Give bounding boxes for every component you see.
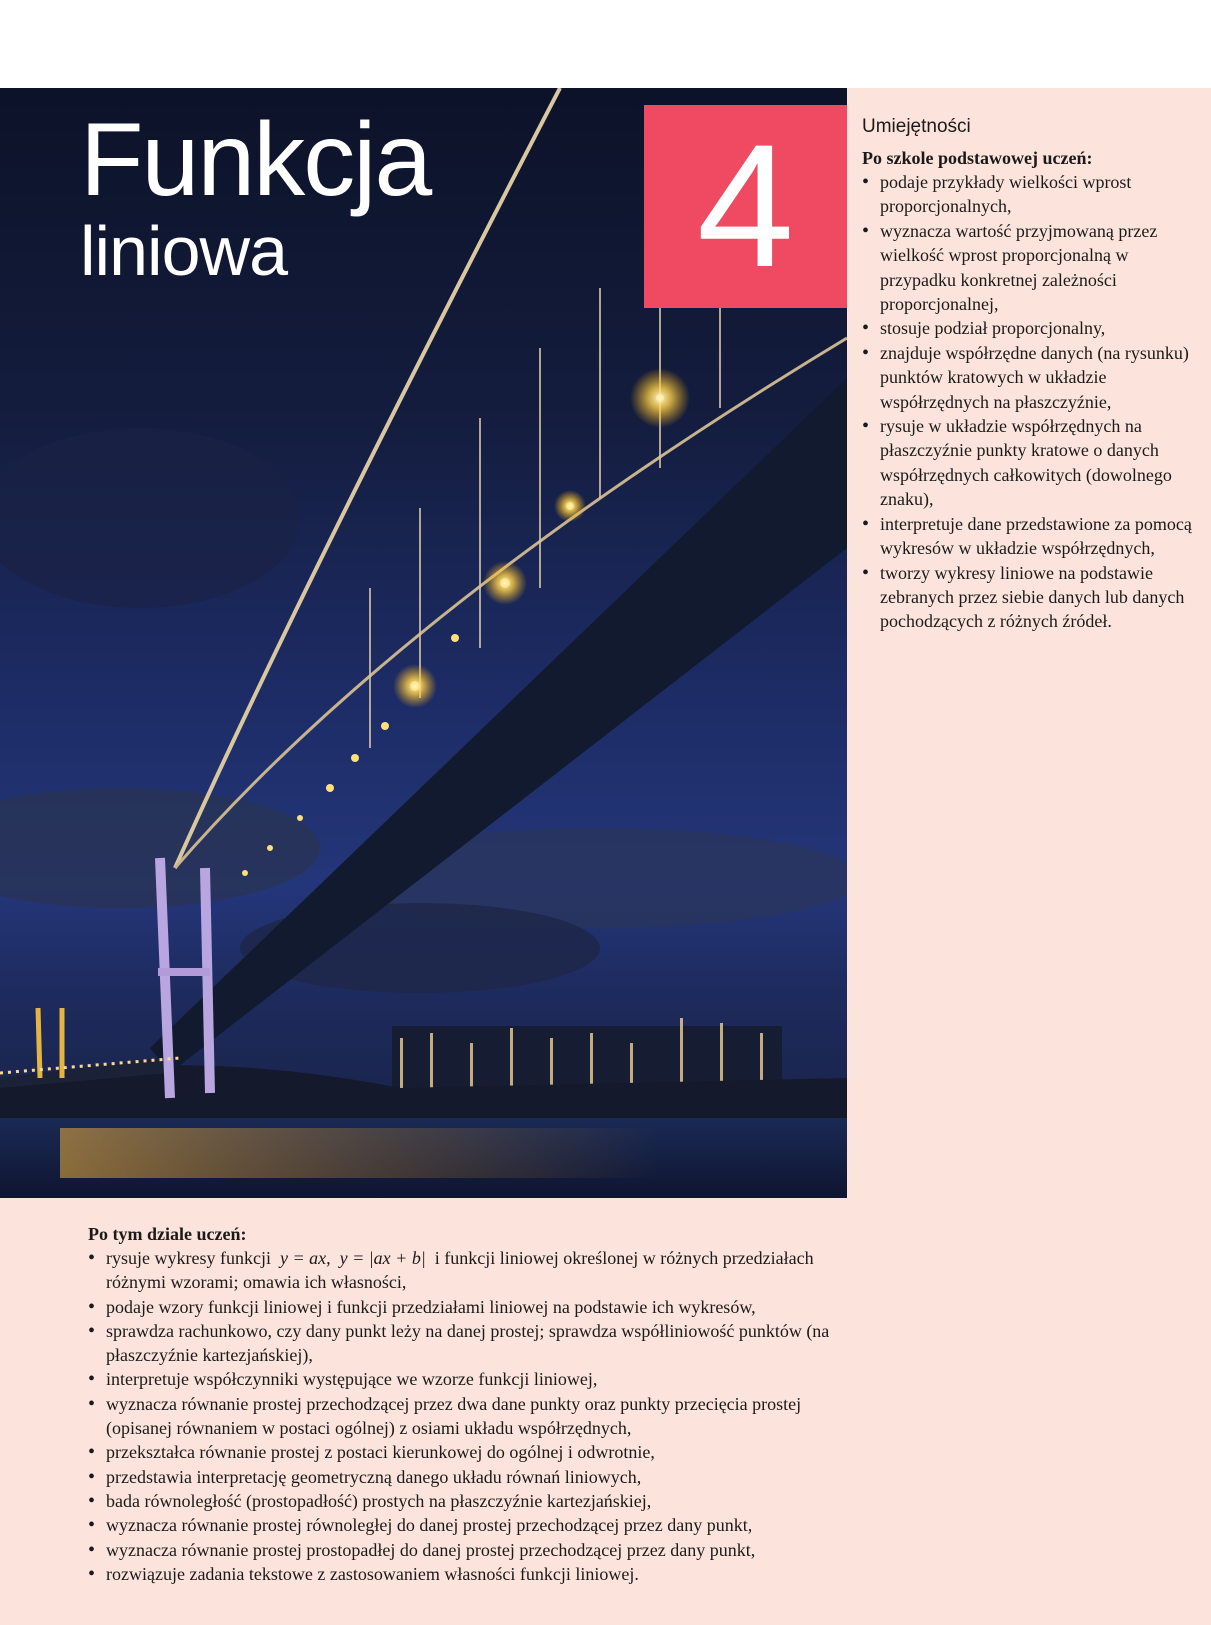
formula: y = |ax + b| [339, 1248, 426, 1268]
outcome-text: i funkcji liniowej określonej w różnych przedziałach różnymi wzorami; omawia ich własności, [106, 1248, 814, 1293]
list-item: • rysuje w układzie współrzędnych na płaszczyźnie punkty kratowe o danych współrzędnych całkowitych (dowolnego znaku), [862, 414, 1202, 512]
formula: y = ax, [279, 1248, 331, 1268]
outcomes-section [88, 1222, 848, 1586]
list-item: • przekształca równanie prostej z postaci kierunkowej do ogólnej i odwrotnie, [88, 1440, 848, 1464]
outcomes-intro: Po tym dziale uczeń: [88, 1224, 247, 1244]
list-item: • rozwiązuje zadania tekstowe z zastosowaniem własności funkcji liniowej. [88, 1562, 848, 1586]
list-item: • sprawdza rachunkowo, czy dany punkt leży na danej prostej; sprawdza współliniowość punktów (na płaszczyźnie kartezjańskiej), [88, 1319, 848, 1368]
list-item: • wyznacza równanie prostej prostopadłej do danej prostej przechodzącej przez dany punkt, [88, 1538, 848, 1562]
skills-panel [862, 116, 1202, 634]
chapter-title: Funkcja [80, 102, 431, 218]
list-item: • przedstawia interpretację geometryczną danego układu równań liniowych, [88, 1465, 848, 1489]
list-item: • podaje wzory funkcji liniowej i funkcji przedziałami liniowej na podstawie ich wykresów, [88, 1295, 848, 1319]
list-item: • interpretuje współczynniki występujące we wzorze funkcji liniowej, [88, 1367, 848, 1391]
list-item: • bada równoległość (prostopadłość) prostych na płaszczyźnie kartezjańskiej, [88, 1489, 848, 1513]
outcomes-list [88, 1246, 848, 1586]
skills-heading: Umiejętności [862, 116, 971, 137]
chapter-number: 4 [696, 109, 795, 304]
list-item: • interpretuje dane przedstawione za pomocą wykresów w układzie współrzędnych, [862, 512, 1202, 561]
skills-intro: Po szkole podstawowej uczeń: [862, 148, 1093, 168]
list-item: • podaje przykłady wielkości wprost proporcjonalnych, [862, 170, 1202, 219]
chapter-subtitle: liniowa [80, 212, 287, 290]
list-item: • znajduje współrzędne danych (na rysunku) punktów kratowych w układzie współrzędnych na płaszczyźnie, [862, 341, 1202, 414]
list-item: • tworzy wykresy liniowe na podstawie zebranych przez siebie danych lub danych pochodzących z różnych źródeł. [862, 561, 1202, 634]
skills-list [862, 170, 1202, 634]
list-item [88, 1246, 848, 1295]
list-item: • stosuje podział proporcjonalny, [862, 316, 1202, 340]
list-item: • wyznacza równanie prostej równoległej do danej prostej przechodzącej przez dany punkt, [88, 1513, 848, 1537]
chapter-number-box [644, 105, 847, 308]
list-item: • wyznacza wartość przyjmowaną przez wielkość wprost proporcjonalną w przypadku konkretnej zależności proporcjonalnej, [862, 219, 1202, 317]
list-item: • wyznacza równanie prostej przechodzącej przez dwa dane punkty oraz punkty przecięcia prostej (opisanej równaniem w postaci ogólnej) z osiami układu współrzędnych, [88, 1392, 848, 1441]
outcome-text: rysuje wykresy funkcji [106, 1248, 271, 1268]
